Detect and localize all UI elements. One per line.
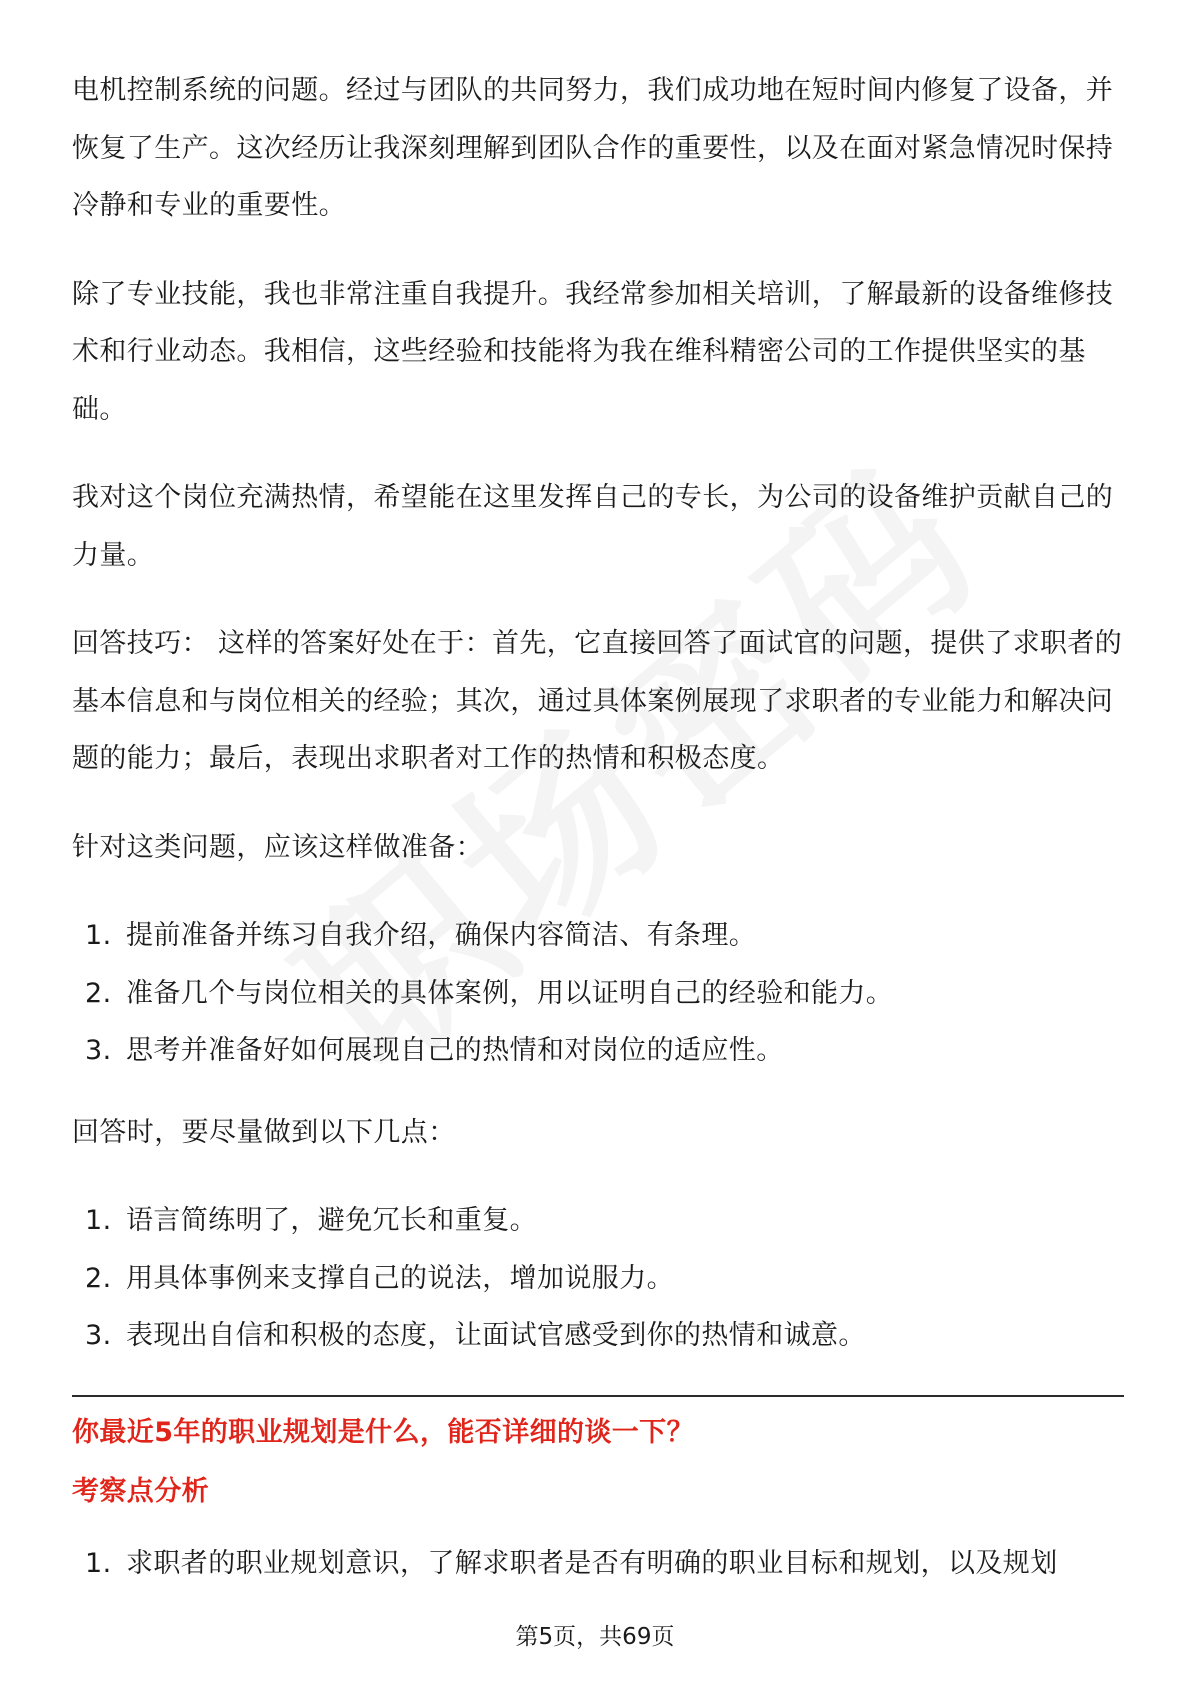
list-text: 思考并准备好如何展现自己的热情和对岗位的适应性。	[126, 1035, 784, 1066]
preparation-intro: 针对这类问题，应该这样做准备：	[72, 831, 483, 863]
analysis-list	[72, 1535, 1124, 1593]
list-text: 用具体事例来支撑自己的说法，增加说服力。	[126, 1262, 674, 1294]
answer-tips-paragraph: 回答技巧： 这样的答案好处在于：首先，它直接回答了面试官的问题，提供了求职者的基本信息和与岗位相关的经验；其次，通过具体案例展现了求职者的专业能力和解决问题的能力；最后，表现出求职者对工作的热情和积极态度。	[72, 628, 1123, 774]
paragraph: 我对这个岗位充满热情，希望能在这里发挥自己的专长，为公司的设备维护贡献自己的力量。	[72, 482, 1114, 571]
page-number: 第5页，共69页	[515, 1624, 675, 1650]
list-number: 2.	[85, 1262, 112, 1294]
list-text: 表现出自信和积极的态度，让面试官感受到你的热情和诚意。	[126, 1320, 866, 1351]
list-item	[72, 1250, 1124, 1308]
list-text: 语言简练明了，避免冗长和重复。	[126, 1205, 537, 1236]
answer-intro: 回答时，要尽量做到以下几点：	[72, 1116, 456, 1148]
list-number: 3.	[85, 1035, 112, 1066]
list-number: 1.	[85, 920, 112, 951]
paragraph: 除了专业技能，我也非常注重自我提升。我经常参加相关培训，了解最新的设备维修技术和行业动态。我相信，这些经验和技能将为我在维科精密公司的工作提供坚实的基础。	[72, 278, 1114, 425]
section-divider	[72, 1395, 1124, 1397]
preparation-list	[72, 907, 1124, 1080]
analysis-heading: 考察点分析	[72, 1475, 209, 1507]
document-page	[72, 62, 1124, 1616]
list-item	[72, 1192, 1124, 1250]
list-item	[72, 1307, 1124, 1365]
list-text: 求职者的职业规划意识，了解求职者是否有明确的职业目标和规划，以及规划	[126, 1547, 1058, 1579]
list-number: 3.	[85, 1320, 112, 1351]
paragraph: 电机控制系统的问题。经过与团队的共同努力，我们成功地在短时间内修复了设备，并恢复了生产。这次经历让我深刻理解到团队合作的重要性，以及在面对紧急情况时保持冷静和专业的重要性。	[72, 75, 1114, 221]
list-item	[72, 1022, 1124, 1080]
list-number: 1.	[85, 1205, 112, 1236]
list-item	[72, 965, 1124, 1023]
list-number: 2.	[85, 977, 112, 1009]
interview-question: 你最近5年的职业规划是什么，能否详细的谈一下？	[72, 1416, 694, 1448]
list-number: 1.	[85, 1547, 112, 1579]
answer-list	[72, 1192, 1124, 1365]
list-text: 提前准备并练习自我介绍，确保内容简洁、有条理。	[126, 920, 757, 951]
list-item	[72, 1535, 1124, 1593]
list-item	[72, 907, 1124, 965]
list-text: 准备几个与岗位相关的具体案例，用以证明自己的经验和能力。	[126, 977, 894, 1009]
